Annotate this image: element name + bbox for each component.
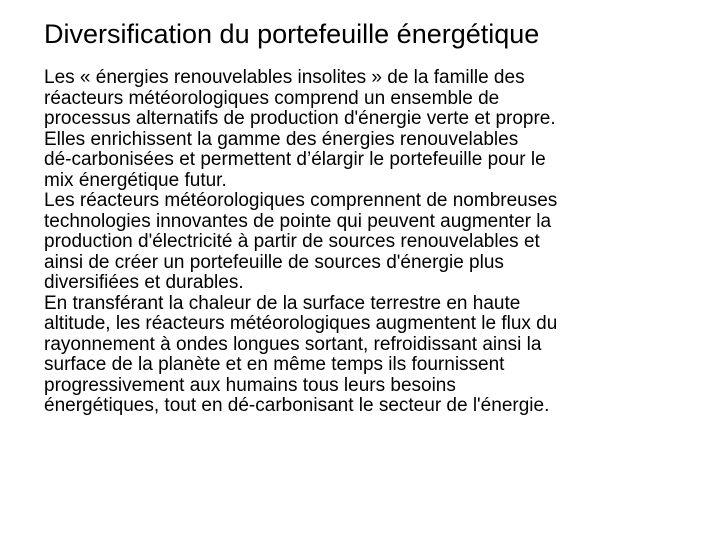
text-line: rayonnement à ondes longues sortant, refroidissant ainsi la <box>44 333 542 355</box>
paragraph-1 <box>44 68 704 191</box>
text-line: dé-carbonisées et permettent d’élargir le portefeuille pour le <box>44 149 546 170</box>
text-line: progressivement aux humains tous leurs besoins <box>44 374 456 396</box>
text-line: technologies innovantes de pointe qui peuvent augmenter la <box>44 210 552 232</box>
slide-body <box>44 68 704 417</box>
slide-title: Diversification du portefeuille énergétique <box>44 19 540 49</box>
paragraph-2 <box>44 191 704 294</box>
text-line: altitude, les réacteurs météorologiques augmentent le flux du <box>44 313 558 334</box>
text-line: Les réacteurs météorologiques comprennent de nombreuses <box>44 190 558 211</box>
text-line: production d'électricité à partir de sources renouvelables et <box>44 231 540 252</box>
text-line: diversifiées et durables. <box>44 272 244 293</box>
text-line: ainsi de créer un portefeuille de sources d'énergie plus <box>44 251 504 273</box>
text-line: surface de la planète et en même temps ils fournissent <box>44 354 505 375</box>
text-line: Elles enrichissent la gamme des énergies renouvelables <box>44 128 519 150</box>
text-line: énergétiques, tout en dé-carbonisant le secteur de l'énergie. <box>44 395 550 416</box>
text-line: mix énergétique futur. <box>44 169 227 191</box>
paragraph-3 <box>44 294 704 417</box>
text-line: réacteurs météorologiques comprend un ensemble de <box>44 87 500 109</box>
text-line: En transférant la chaleur de la surface terrestre en haute <box>44 292 521 314</box>
text-line: processus alternatifs de production d'énergie verte et propre. <box>44 108 556 129</box>
text-line: Les « énergies renouvelables insolites » de la famille des <box>44 67 525 88</box>
